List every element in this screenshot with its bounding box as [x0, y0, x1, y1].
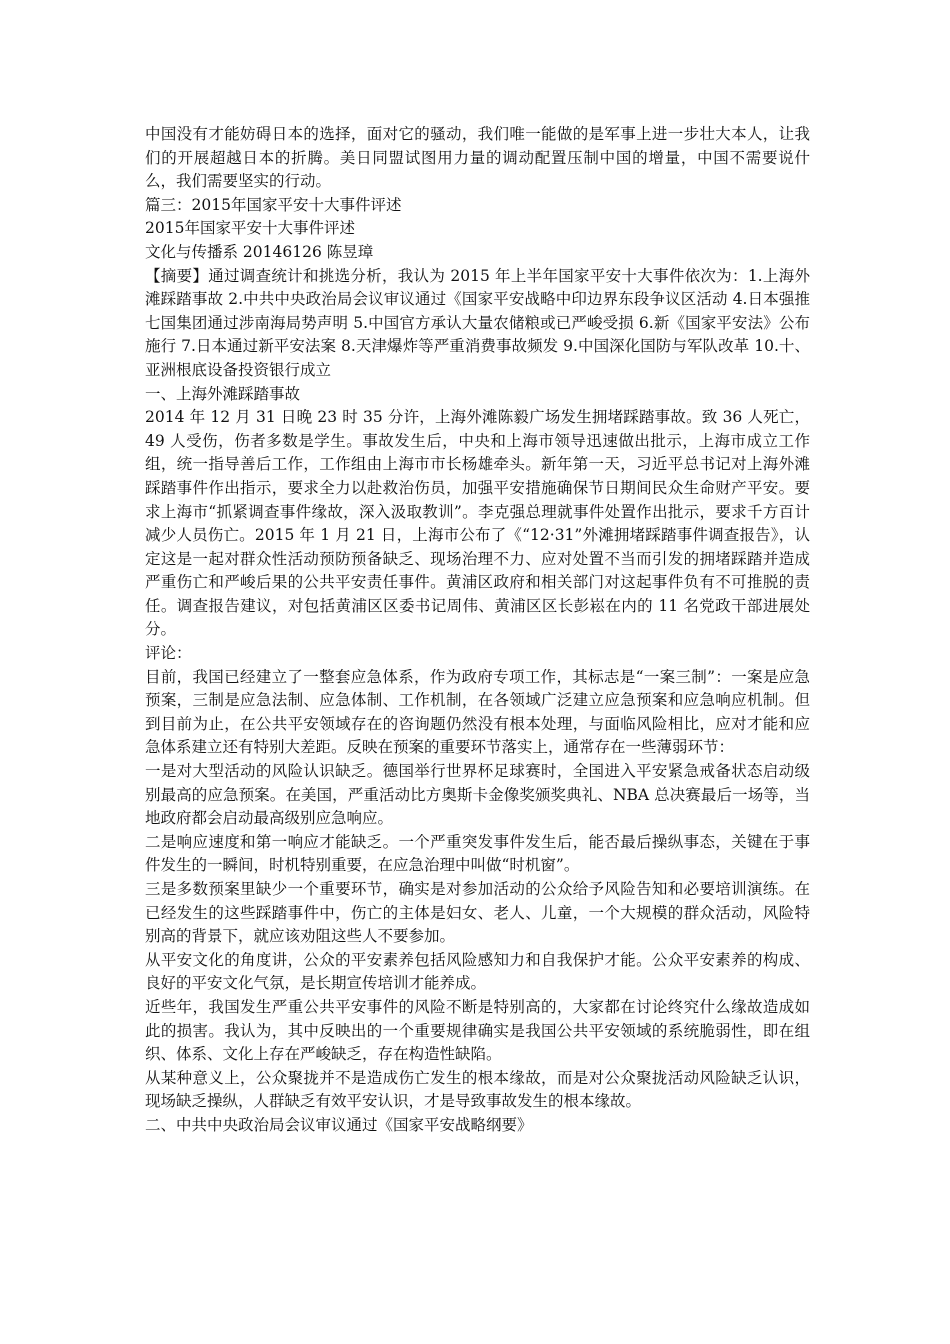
paragraph-safety-culture: 从平安文化的角度讲，公众的平安素养包括风险感知力和自我保护才能。公众平安素养的构成、良好的平安文化气氛，是长期宣传培训才能养成。 — [145, 950, 810, 993]
paragraph-point-3: 三是多数预案里缺少一个重要环节，确实是对参加活动的公众给予风险告知和必要培训演练。在已经发生的这些踩踏事件中，伤亡的主体是妇女、老人、儿童，一个大规模的群众活动，风险特别高的背景下，就应该劝阻这些人不要参加。 — [145, 880, 810, 946]
abstract-paragraph: 【摘要】通过调查统计和挑选分析，我认为 2015 年上半年国家平安十大事件依次为：1.上海外滩踩踏事故 2.中共中央政治局会议审议通过《国家平安战略中印边界东段争议区活动 4.日本强推七国集团通过涉南海局势声明 5.中国官方承认大量农储粮或已严峻受损 6.新《国家平安法》公布施行 7.日本通过新平安法案 8.天津爆炸等严重消费事故频发 9.中国深化国防与军队改革 10.十、亚洲根底设备投资银行成立 — [145, 266, 810, 379]
author-line: 文化与传播系 20146126 陈昱璋 — [145, 242, 374, 261]
paragraph-root-cause: 从某种意义上，公众聚拢并不是造成伤亡发生的根本缘故，而是对公众聚拢活动风险缺乏认识，现场缺乏操纵，人群缺乏有效平安认识，才是导致事故发生的根本缘故。 — [145, 1068, 810, 1111]
paragraph-point-1: 一是对大型活动的风险认识缺乏。德国举行世界杯足球赛时，全国进入平安紧急戒备状态启动级别最高的应急预案。在美国，严重活动比方奥斯卡金像奖颁奖典礼、NBA 总决赛最后一场等，当地政府都会启动最高级别应急响应。 — [145, 762, 810, 828]
document-body — [145, 123, 810, 1138]
subheading-event-2: 二、中共中央政治局会议审议通过《国家平安战略纲要》 — [145, 1115, 533, 1134]
comment-label: 评论： — [145, 644, 192, 663]
paragraph-recent-years: 近些年，我国发生严重公共平安事件的风险不断是特别高的，大家都在讨论终究什么缘故造成如此的损害。我认为，其中反映出的一个重要规律确实是我国公共平安领域的系统脆弱性，即在组织、体系、文化上存在严峻缺乏，存在构造性缺陷。 — [145, 997, 810, 1064]
subheading-event-1: 一、上海外滩踩踏事故 — [145, 384, 301, 403]
article-title: 2015年国家平安十大事件评述 — [145, 219, 355, 238]
paragraph-comment: 目前，我国已经建立了一整套应急体系，作为政府专项工作，其标志是“一案三制”：一案是应急预案，三制是应急法制、应急体制、工作机制，在各领域广泛建立应急预案和应急响应机制。但到目前为止，在公共平安领域存在的咨询题仍然没有根本处理，与面临风险相比，应对才能和应急体系建立还有特别大差距。反映在预案的重要环节落实上，通常存在一些薄弱环节： — [145, 667, 810, 757]
section-heading: 篇三：2015年国家平安十大事件评述 — [145, 195, 402, 214]
paragraph-event-1: 2014 年 12 月 31 日晚 23 时 35 分许，上海外滩陈毅广场发生拥堵踩踏事故。致 36 人死亡，49 人受伤，伤者多数是学生。事故发生后，中央和上海市领导迅速做出批示，上海市成立工作组，统一指导善后工作，工作组由上海市市长杨雄牵头。新年第一天，习近平总书记对上海外滩踩踏事件作出指示，要求全力以赴救治伤员，加强平安措施确保节日期间民众生命财产平安。要求上海市“抓紧调查事件缘故，深入汲取教训”。李克强总理就事件处置作出批示，要求千方百计减少人员伤亡。2015 年 1 月 21 日，上海市公布了《“12·31”外滩拥堵踩踏事件调查报告》，认定这是一起对群众性活动预防预备缺乏、现场治理不力、应对处置不当而引发的拥堵踩踏并造成严重伤亡和严峻后果的公共平安责任事件。黄浦区政府和相关部门对这起事件负有不可推脱的责任。调查报告建议，对包括黄浦区区委书记周伟、黄浦区区长彭崧在内的 11 名党政干部进展处分。 — [145, 408, 810, 639]
paragraph-intro: 中国没有才能妨碍日本的选择，面对它的骚动，我们唯一能做的是军事上进一步壮大本人，让我们的开展超越日本的折腾。美日同盟试图用力量的调动配置压制中国的增量，中国不需要说什么，我们需要坚实的行动。 — [145, 125, 810, 191]
paragraph-point-2: 二是响应速度和第一响应才能缺乏。一个严重突发事件发生后，能否最后操纵事态，关键在于事件发生的一瞬间，时机特别重要，在应急治理中叫做“时机窗”。 — [145, 832, 810, 875]
